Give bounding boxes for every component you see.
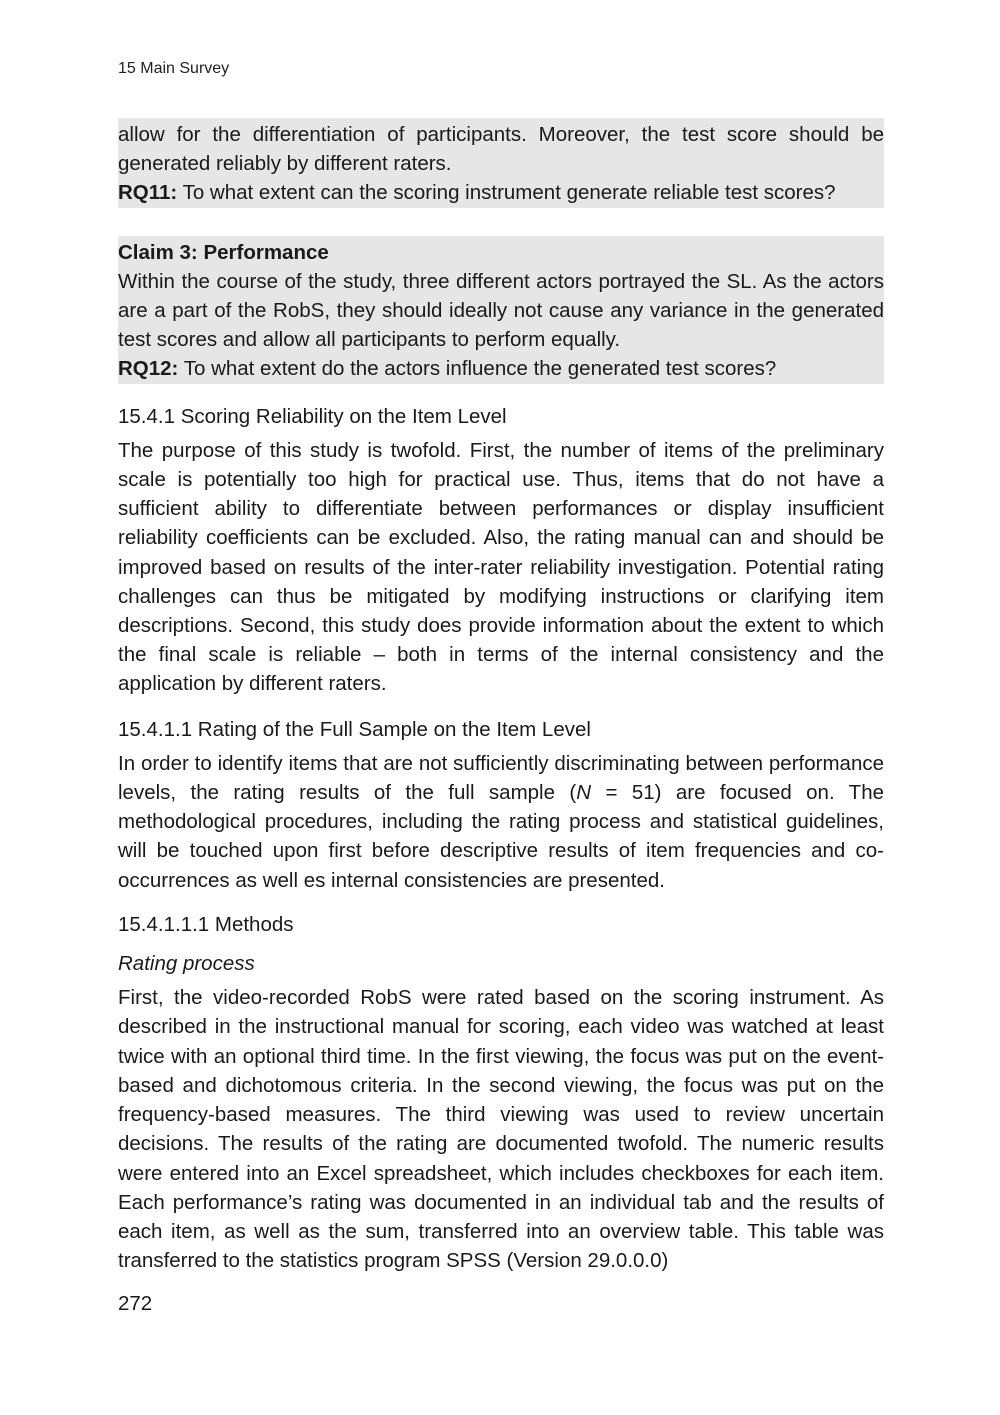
rq11-text: To what extent can the scoring instrument generate reliable test scores? xyxy=(177,181,836,205)
section-heading-15-4-1-1: 15.4.1.1 Rating of the Full Sample on the Item Level xyxy=(118,717,591,741)
research-question-box-rq11 xyxy=(118,118,884,208)
rating-process-paragraph: First, the video-recorded RobS were rated based on the scoring instrument. As described in the instructional manual for scoring, each video was watched at least twice with an optional third time. In the first viewing, the focus was put on the event-based and dichotomous criteria. In the second viewing, the focus was put on the frequency-based measures. The third viewing was used to review uncertain decisions. The results of the rating are documented twofold. The numeric results were entered into an Excel spreadsheet, which includes checkboxes for each item. Each performance’s rating was documented in an individual tab and the results of each item, as well as the sum, transferred into an overview table. This table was transferred to the statistics program SPSS (Version 29.0.0.0) xyxy=(118,986,884,1273)
section-15-4-1-1-paragraph xyxy=(118,749,884,895)
claim-text: Within the course of the study, three different actors portrayed the SL. As the actors are a part of the RobS, they should ideally not cause any variance in the generated test scores and allow all participants to perform equally. xyxy=(118,269,884,352)
subheading-rating-process: Rating process xyxy=(118,952,255,976)
claim-title: Claim 3: Performance xyxy=(118,240,329,264)
paragraph-part-1: In order to identify items that are not sufficiently discriminating between performance levels, the rating results of the full sample ( xyxy=(118,751,884,805)
rq12-text: To what extent do the actors influence the generated test scores? xyxy=(178,357,777,381)
section-heading-15-4-1: 15.4.1 Scoring Reliability on the Item Level xyxy=(118,404,507,428)
rq12-label: RQ12: xyxy=(118,357,179,381)
page-content xyxy=(118,118,884,1275)
rq11-paragraph xyxy=(118,178,884,207)
paragraph-part-2: = 51) are focused on. The methodological procedures, including the rating process and statistical guidelines, will be touched upon first before descriptive results of item frequencies and co-occurrences as well es internal consistencies are presented. xyxy=(118,781,884,892)
page-number: 272 xyxy=(118,1292,153,1315)
box-text: allow for the differentiation of participants. Moreover, the test score should be generated reliably by different raters. xyxy=(118,123,884,176)
sample-size-symbol: N xyxy=(576,781,592,805)
section-15-4-1-paragraph: The purpose of this study is twofold. First, the number of items of the preliminary scale is potentially too high for practical use. Thus, items that do not have a sufficient ability to differentiate between performances or display insufficient reliability coefficients can be excluded. Also, the rating manual can and should be improved based on results of the inter-rater reliability investigation. Potential rating challenges can thus be mitigated by modifying instructions or clarifying item descriptions. Second, this study does provide information about the extent to which the final scale is reliable – both in terms of the internal consistency and the application by different raters. xyxy=(118,438,884,696)
claim-box-performance xyxy=(118,236,884,384)
box-paragraph xyxy=(118,120,884,178)
rq11-label: RQ11: xyxy=(118,181,178,205)
section-heading-15-4-1-1-1: 15.4.1.1.1 Methods xyxy=(118,912,294,936)
running-head: 15 Main Survey xyxy=(118,60,230,77)
rq12-paragraph xyxy=(118,354,884,383)
